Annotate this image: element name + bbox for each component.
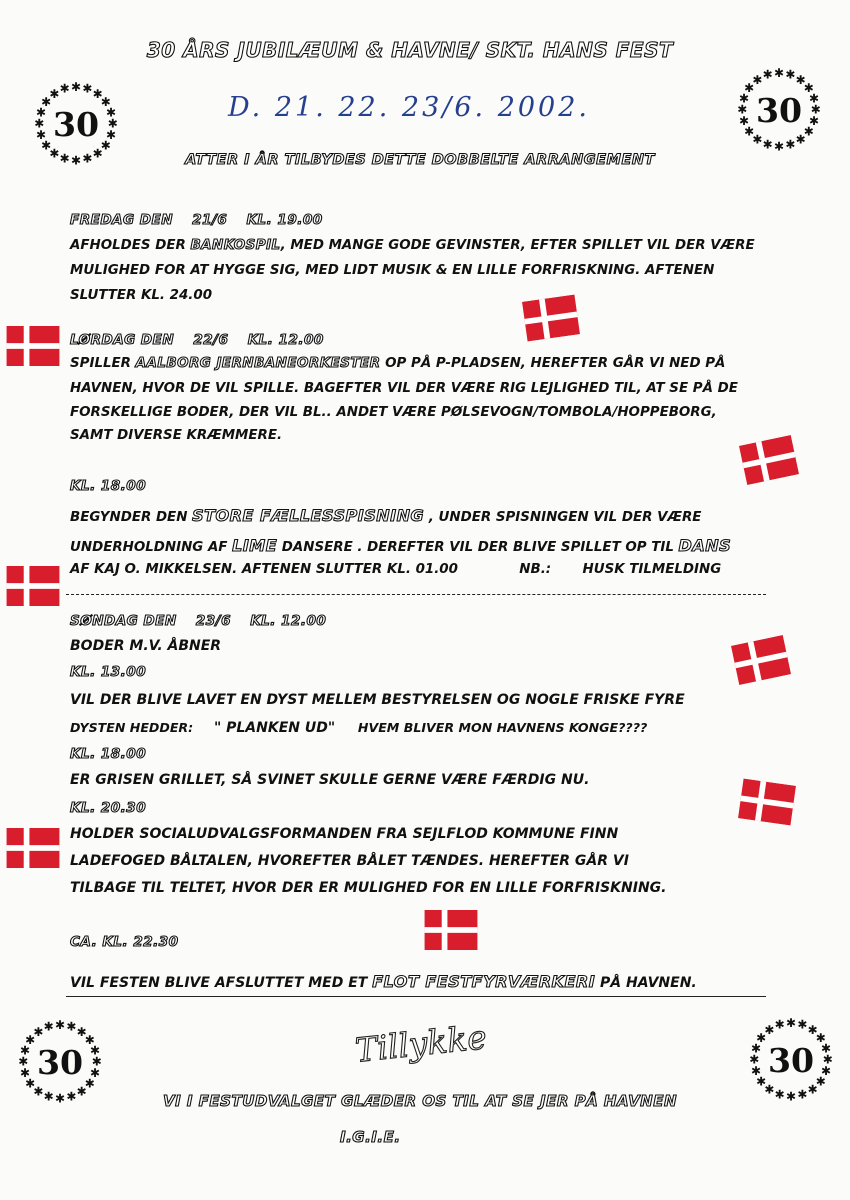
badge-star: ✱	[92, 86, 103, 101]
badge-star: ✱	[803, 81, 814, 96]
badge-star: ✱	[764, 1082, 775, 1097]
badge-star: ✱	[89, 1043, 100, 1058]
sunday-time-entry: KL. 20.30	[70, 800, 147, 816]
badge-star: ✱	[92, 146, 103, 161]
section-divider	[66, 594, 766, 595]
badge-star: ✱	[785, 67, 796, 82]
badge-star: ✱	[100, 95, 111, 110]
badge-star: ✱	[764, 1022, 775, 1037]
saturday-evening-highlight: LIME	[232, 536, 278, 555]
badge-star: ✱	[774, 1087, 785, 1102]
badge-star: ✱	[25, 1076, 36, 1091]
sunday-text-line: HOLDER SOCIALUDVALGSFORMANDEN FRA SEJLFLOD KOMMUNE FINN	[70, 826, 619, 842]
badge-star: ✱	[41, 95, 52, 110]
saturday-evening-line	[70, 562, 721, 577]
saturday-heading	[70, 332, 324, 348]
badge-star: ✱	[41, 138, 52, 153]
saturday-text-line: HAVNEN, HVOR DE VIL SPILLE. BAGEFTER VIL DER VÆRE RIG LEJLIGHED TIL, AT SE PÅ DE	[70, 381, 738, 396]
sunday-text-line: TILBAGE TIL TELTET, HVOR DER ER MULIGHED FOR EN LILLE FORFRISKNING.	[70, 880, 667, 896]
badge-star: ✱	[773, 139, 785, 154]
saturday-text: SPILLER	[70, 356, 136, 371]
badge-star: ✱	[82, 151, 93, 166]
badge-star: ✱	[84, 1033, 95, 1048]
sunday-heading	[70, 613, 326, 629]
badge-star: ✱	[25, 1033, 36, 1048]
saturday-text-line: SAMT DIVERSE KRÆMMERE.	[70, 428, 283, 443]
badge-star: ✱	[91, 1054, 102, 1069]
badge-star: ✱	[797, 1017, 808, 1032]
closing-message: VI I FESTUDVALGET GLÆDER OS TIL AT SE JER PÅ HAVNEN	[162, 1092, 678, 1110]
badge-star: ✱	[105, 105, 116, 120]
danish-flag-icon	[727, 634, 796, 686]
badge-star: ✱	[749, 1052, 760, 1067]
badge-star: ✱	[33, 1084, 44, 1099]
saturday-highlight: AALBORG JERNBANEORKESTER	[135, 356, 381, 371]
friday-text: AFHOLDES DER	[70, 238, 191, 253]
sunday-text: DYSTEN HEDDER:	[70, 720, 194, 735]
badge-star: ✱	[66, 1019, 77, 1034]
badge-star: ✱	[756, 1031, 767, 1046]
friday-time: KL. 19.00	[246, 212, 323, 228]
badge-star: ✱	[54, 1091, 66, 1106]
30-star-badge-icon	[745, 1014, 837, 1106]
sunday-highlight: FLOT FESTFYRVÆRKERI	[372, 972, 596, 991]
badge-star: ✱	[756, 1074, 767, 1089]
badge-star: ✱	[752, 72, 763, 87]
sunday-quote: " PLANKEN UD"	[213, 720, 336, 736]
badge-star: ✱	[36, 128, 47, 143]
saturday-evening-line	[70, 506, 701, 525]
danish-flag-icon	[518, 294, 585, 342]
badge-star: ✱	[20, 1043, 31, 1058]
sunday-text-line: LADEFOGED BÅLTALEN, HVOREFTER BÅLET TÆNDES. HEREFTER GÅR VI	[70, 853, 629, 869]
badge-star: ✱	[820, 1064, 831, 1079]
badge-star: ✱	[105, 128, 116, 143]
friday-highlight: BANKOSPIL	[190, 238, 281, 253]
badge-star: ✱	[744, 124, 755, 139]
saturday-date: 22/6	[193, 332, 229, 348]
badge-star: ✱	[751, 1064, 762, 1079]
danish-flag-icon	[420, 910, 482, 950]
badge-star: ✱	[49, 146, 60, 161]
saturday-evening-highlight: STORE FÆLLESSPISNING	[192, 506, 425, 525]
sunday-time: KL. 12.00	[250, 613, 327, 629]
flyer-subtitle: ATTER I ÅR TILBYDES DETTE DOBBELTE ARRANGEMENT	[185, 152, 655, 168]
badge-star: ✱	[808, 114, 819, 129]
section-divider	[66, 996, 766, 997]
saturday-evening-text: BEGYNDER DEN	[70, 510, 193, 525]
badge-star: ✱	[737, 102, 748, 117]
saturday-time: KL. 12.00	[247, 332, 324, 348]
sunday-text-line	[70, 720, 647, 736]
badge-star: ✱	[751, 1041, 762, 1056]
badge-star: ✱	[785, 1015, 797, 1030]
saturday-evening-line	[70, 536, 731, 555]
badge-star: ✱	[70, 153, 82, 168]
sunday-text-line: BODER M.V. ÅBNER	[70, 638, 222, 654]
saturday-day: LØRDAG DEN	[70, 332, 175, 348]
badge-star: ✱	[36, 105, 47, 120]
sunday-text-line: ER GRISEN GRILLET, SÅ SVINET SKULLE GERNE VÆRE FÆRDIG NU.	[70, 772, 590, 788]
note-text: HUSK TILMELDING	[582, 562, 722, 577]
badge-star: ✱	[797, 1087, 808, 1102]
badge-star: ✱	[822, 1052, 833, 1067]
friday-day: FREDAG DEN	[70, 212, 174, 228]
sunday-text: VIL FESTEN BLIVE AFSLUTTET MED ET	[70, 975, 373, 991]
badge-star: ✱	[795, 132, 806, 147]
saturday-text: OP PÅ P-PLADSEN, HEREFTER GÅR VI NED PÅ	[380, 356, 726, 371]
badge-star: ✱	[773, 65, 785, 80]
badge-star: ✱	[70, 79, 82, 94]
badge-star: ✱	[803, 124, 814, 139]
sunday-day: SØNDAG DEN	[70, 613, 177, 629]
badge-star: ✱	[76, 1084, 87, 1099]
badge-star: ✱	[84, 1076, 95, 1091]
saturday-text-line	[70, 356, 725, 371]
badge-star: ✱	[744, 81, 755, 96]
badge-star: ✱	[752, 132, 763, 147]
badge-star: ✱	[807, 1022, 818, 1037]
badge-star: ✱	[43, 1019, 54, 1034]
friday-text: , MED MANGE GODE GEVINSTER, EFTER SPILLET VIL DER VÆRE	[280, 238, 755, 253]
badge-star: ✱	[100, 138, 111, 153]
badge-star: ✱	[815, 1031, 826, 1046]
30-star-badge-icon	[30, 78, 122, 170]
danish-flag-icon	[734, 778, 801, 826]
friday-text-line: MULIGHED FOR AT HYGGE SIG, MED LIDT MUSIK & EN LILLE FORFRISKNING. AFTENEN	[70, 263, 715, 278]
friday-text-line	[70, 238, 755, 253]
saturday-evening-text: DANSERE . DEREFTER VIL DER BLIVE SPILLET OP TIL	[277, 540, 679, 555]
badge-star: ✱	[774, 1017, 785, 1032]
badge-star: ✱	[49, 86, 60, 101]
badge-star: ✱	[808, 91, 819, 106]
saturday-evening-time: KL. 18.00	[70, 478, 147, 494]
badge-star: ✱	[810, 102, 821, 117]
saturday-evening-text: , UNDER SPISNINGEN VIL DER VÆRE	[424, 510, 702, 525]
saturday-evening-highlight: DANS	[678, 536, 732, 555]
saturday-text-line: FORSKELLIGE BODER, DER VIL BL.. ANDET VÆRE PØLSEVOGN/TOMBOLA/HOPPEBORG,	[70, 405, 717, 420]
badge-star: ✱	[807, 1082, 818, 1097]
30-star-badge-icon	[14, 1016, 106, 1108]
badge-star: ✱	[59, 151, 70, 166]
badge-star: ✱	[785, 1089, 797, 1104]
sunday-text-line	[70, 972, 697, 991]
danish-flag-icon	[2, 566, 64, 606]
badge-star: ✱	[762, 67, 773, 82]
sunday-time-entry: KL. 13.00	[70, 664, 147, 680]
badge-star: ✱	[54, 1017, 66, 1032]
friday-heading	[70, 212, 323, 228]
badge-star: ✱	[739, 91, 750, 106]
sunday-time-entry: KL. 18.00	[70, 746, 147, 762]
svg-text:30: 30	[755, 90, 803, 130]
badge-star: ✱	[739, 114, 750, 129]
30-star-badge-icon	[733, 64, 825, 156]
badge-star: ✱	[820, 1041, 831, 1056]
badge-star: ✱	[20, 1066, 31, 1081]
sunday-text: HVEM BLIVER MON HAVNENS KONGE????	[357, 720, 648, 735]
event-dates: D. 21. 22. 23/6. 2002.	[228, 92, 590, 123]
badge-star: ✱	[785, 137, 796, 152]
sunday-time-entry: CA. KL. 22.30	[70, 934, 179, 950]
badge-star: ✱	[815, 1074, 826, 1089]
svg-text:30: 30	[767, 1040, 815, 1080]
badge-star: ✱	[762, 137, 773, 152]
danish-flag-icon	[2, 326, 64, 366]
danish-flag-icon	[735, 434, 804, 486]
sunday-date: 23/6	[195, 613, 231, 629]
badge-star: ✱	[107, 116, 118, 131]
badge-star: ✱	[34, 116, 45, 131]
note-label: NB.:	[519, 562, 552, 577]
badge-star: ✱	[82, 81, 93, 96]
greeting-script: Tillykke	[353, 1017, 489, 1070]
badge-star: ✱	[76, 1024, 87, 1039]
badge-star: ✱	[33, 1024, 44, 1039]
badge-star: ✱	[795, 72, 806, 87]
badge-star: ✱	[89, 1066, 100, 1081]
badge-star: ✱	[43, 1089, 54, 1104]
flyer-title: 30 ÅRS JUBILÆUM & HAVNE/ SKT. HANS FEST	[146, 38, 674, 62]
closing-initials: I.G.I.E.	[340, 1128, 401, 1146]
saturday-evening-text: AF KAJ O. MIKKELSEN. AFTENEN SLUTTER KL. 01.00	[70, 562, 458, 577]
badge-star: ✱	[18, 1054, 29, 1069]
friday-text-line: SLUTTER KL. 24.00	[70, 288, 213, 303]
sunday-text-line: VIL DER BLIVE LAVET EN DYST MELLEM BESTYRELSEN OG NOGLE FRISKE FYRE	[70, 692, 685, 708]
friday-date: 21/6	[192, 212, 228, 228]
svg-text:30: 30	[52, 104, 100, 144]
saturday-evening-text: UNDERHOLDNING AF	[70, 540, 233, 555]
svg-text:30: 30	[36, 1042, 84, 1082]
sunday-text: PÅ HAVNEN.	[595, 975, 697, 991]
badge-star: ✱	[66, 1089, 77, 1104]
badge-star: ✱	[59, 81, 70, 96]
danish-flag-icon	[2, 828, 64, 868]
